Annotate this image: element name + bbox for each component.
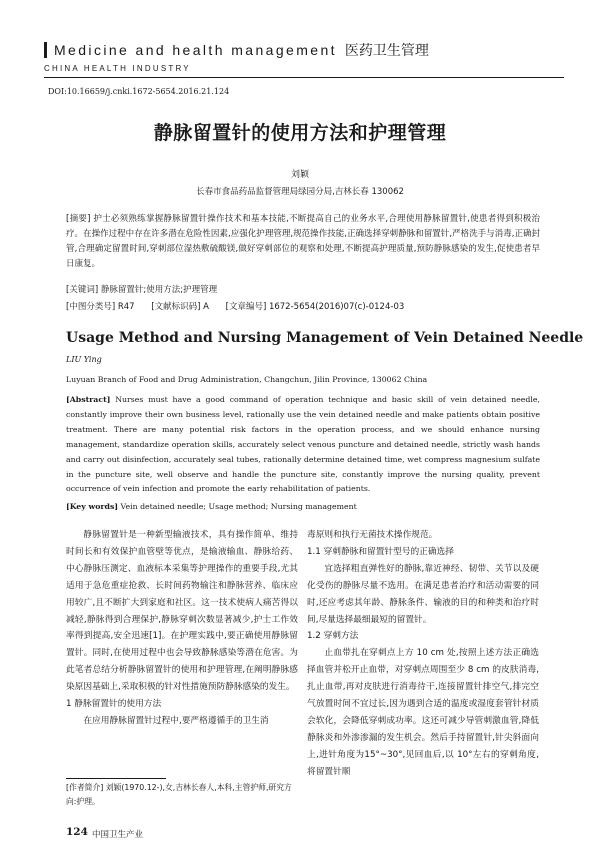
section-heading-1-1: 1.1 穿刺静脉和留置针型号的正确选择 bbox=[307, 546, 454, 557]
affiliation-en: Luyuan Branch of Food and Drug Administration, Changchun, Jilin Province, 130062 China bbox=[66, 375, 428, 384]
paper-title-zh: 静脉留置针的使用方法和护理管理 bbox=[153, 122, 447, 144]
keywords-zh bbox=[66, 283, 540, 298]
affiliation-zh: 长春市食品药品监督管理局绿园分局,吉林长春 130062 bbox=[196, 187, 404, 197]
section-heading-1-2: 1.2 穿刺方法 bbox=[307, 631, 359, 642]
body-column-right bbox=[307, 527, 539, 781]
body-paragraph: 在应用静脉留置针过程中,要严格遵循手的卫生消 bbox=[83, 715, 269, 726]
journal-title-en: Medicine and health management bbox=[54, 42, 337, 58]
keywords-label-en: [Key words] bbox=[66, 502, 119, 511]
paper-title-en: Usage Method and Nursing Management of Vein Detained Needle bbox=[66, 330, 584, 346]
abstract-label-zh: [摘要] bbox=[66, 214, 91, 224]
article-number: [文章编号] 1672-5654(2016)07(c)-0124-03 bbox=[225, 302, 405, 312]
document-code: [文献标识码] A bbox=[151, 302, 209, 312]
abstract-zh bbox=[66, 212, 540, 272]
author-en: LIU Ying bbox=[66, 355, 102, 364]
body-paragraph: 毒原则和执行无菌技术操作规范。 bbox=[307, 530, 438, 540]
keywords-label-zh: [关键词] bbox=[66, 285, 99, 295]
abstract-text-zh: 护士必须熟练掌握静脉留置针操作技术和基本技能,不断提高自己的业务水平,合理使用静脉留置针,使患者得到积极治疗。在操作过程中存在许多潜在危险性因素,应强化护理管理,规范操作技能,正确选择穿刺静脉和留置针,严格洗手与消毒,正确封管,合理确定留置时间,穿刺部位湿热敷硫酸镁,做好穿刺部位的观察和处理,不断提高护理质量,预防静脉感染的发生,促使患者早日康复。 bbox=[66, 214, 540, 269]
author-zh: 刘颖 bbox=[290, 170, 309, 180]
page-number: 124 bbox=[66, 826, 88, 838]
footnote-rule bbox=[66, 778, 166, 779]
body-column-left bbox=[66, 527, 298, 730]
author-footnote: [作者简介] 刘颖(1970.12-),女,吉林长春人,本科,主管护师,研究方向:护理。 bbox=[66, 783, 292, 806]
journal-name: 中国卫生产业 bbox=[92, 830, 144, 840]
section-heading-1: 1 静脉留置针的使用方法 bbox=[66, 699, 162, 710]
classification-line bbox=[66, 300, 540, 312]
body-paragraph: 静脉留置针是一种新型输液技术，具有操作简单、维持时间长和有效保护血管壁等优点，是输液输血、静脉给药、中心静脉压测定、血液标本采集等护理操作的重要手段,尤其适用于急危重症抢救、长时间药物输注和静脉营养、临床应用较广,且不断扩大到家庭和社区。这一技术使病人痛苦得以减轻,静脉得到合理保护,静脉穿刺次数显著减少,护士工作效率得到提高,安全迅速[1]。在护理实践中,要正确使用静脉留置针。同时,在使用过程中也会导致静脉感染等潜在危害。为此笔者总结分析静脉留置针的使用和护理管理,在阐明静脉感染原因基础上,采取积极的针对性措施预防静脉感染的发生。 bbox=[66, 530, 298, 693]
journal-section-title bbox=[54, 40, 429, 60]
doi: DOI:10.16659/j.cnki.1672-5654.2016.21.124 bbox=[48, 87, 230, 96]
body-paragraph: 宜选择粗直弹性好的静脉,靠近神经、韧带、关节以及硬化受伤的静脉尽量不选用。在满足患者治疗和活动需要的同时,还应考虑其年龄、静脉条件、输液的目的和种类和治疗时间,尽量选择最细最短的留置针。 bbox=[307, 563, 539, 625]
journal-subtitle: CHINA HEALTH INDUSTRY bbox=[44, 64, 191, 73]
journal-title-zh: 医药卫生管理 bbox=[344, 42, 429, 58]
header-rule bbox=[44, 77, 564, 78]
abstract-text-en: Nurses must have a good command of operation technique and basic skill of vein detained needle, constantly improve their own business level, rationally use the vein detained needle and make patients obtain positive treatment. There are many potential risk factors in the operation process, and we should enhance nursing management, standardize operation skills, accurately select venous puncture and detained needle, strictly wash hands and carry out disinfection, accurately seal tubes, rationally determine detained time, wet compress magnesium sulfate in the puncture site, well observe and handle the puncture site, constantly improve the nursing quality, prevent occurrence of vein infection and promote the early rehabilitation of patients. bbox=[66, 395, 540, 494]
keywords-text-en: Vein detained needle; Usage method; Nursing management bbox=[118, 502, 357, 511]
body-paragraph: 止血带扎在穿刺点上方 10 cm 处,按照上述方法正确选择血管并松开止血带，对穿刺点周围至少 8 cm 的皮肤消毒,扎止血带,再对皮肤进行消毒待干,连接留置针排空气,排完空气放置时间不宜过长,因为遇到合适的温度或湿度套管针材质会软化，会降低穿刺成功率。这还可减少导管刺激血管,降低静脉炎和外渗渗漏的发生机会。然后手持留置针,针尖斜面向上,进针角度为15°~30°,见回血后,以 10°左右的穿刺角度,将留置针顺 bbox=[307, 648, 539, 777]
keywords-en bbox=[66, 502, 540, 511]
class-number: [中图分类号] R47 bbox=[66, 302, 135, 312]
keywords-text-zh: 静脉留置针;使用方法;护理管理 bbox=[98, 285, 218, 295]
header-accent-bar bbox=[44, 42, 47, 58]
abstract-label-en: [Abstract] bbox=[66, 395, 111, 404]
abstract-en bbox=[66, 393, 540, 497]
